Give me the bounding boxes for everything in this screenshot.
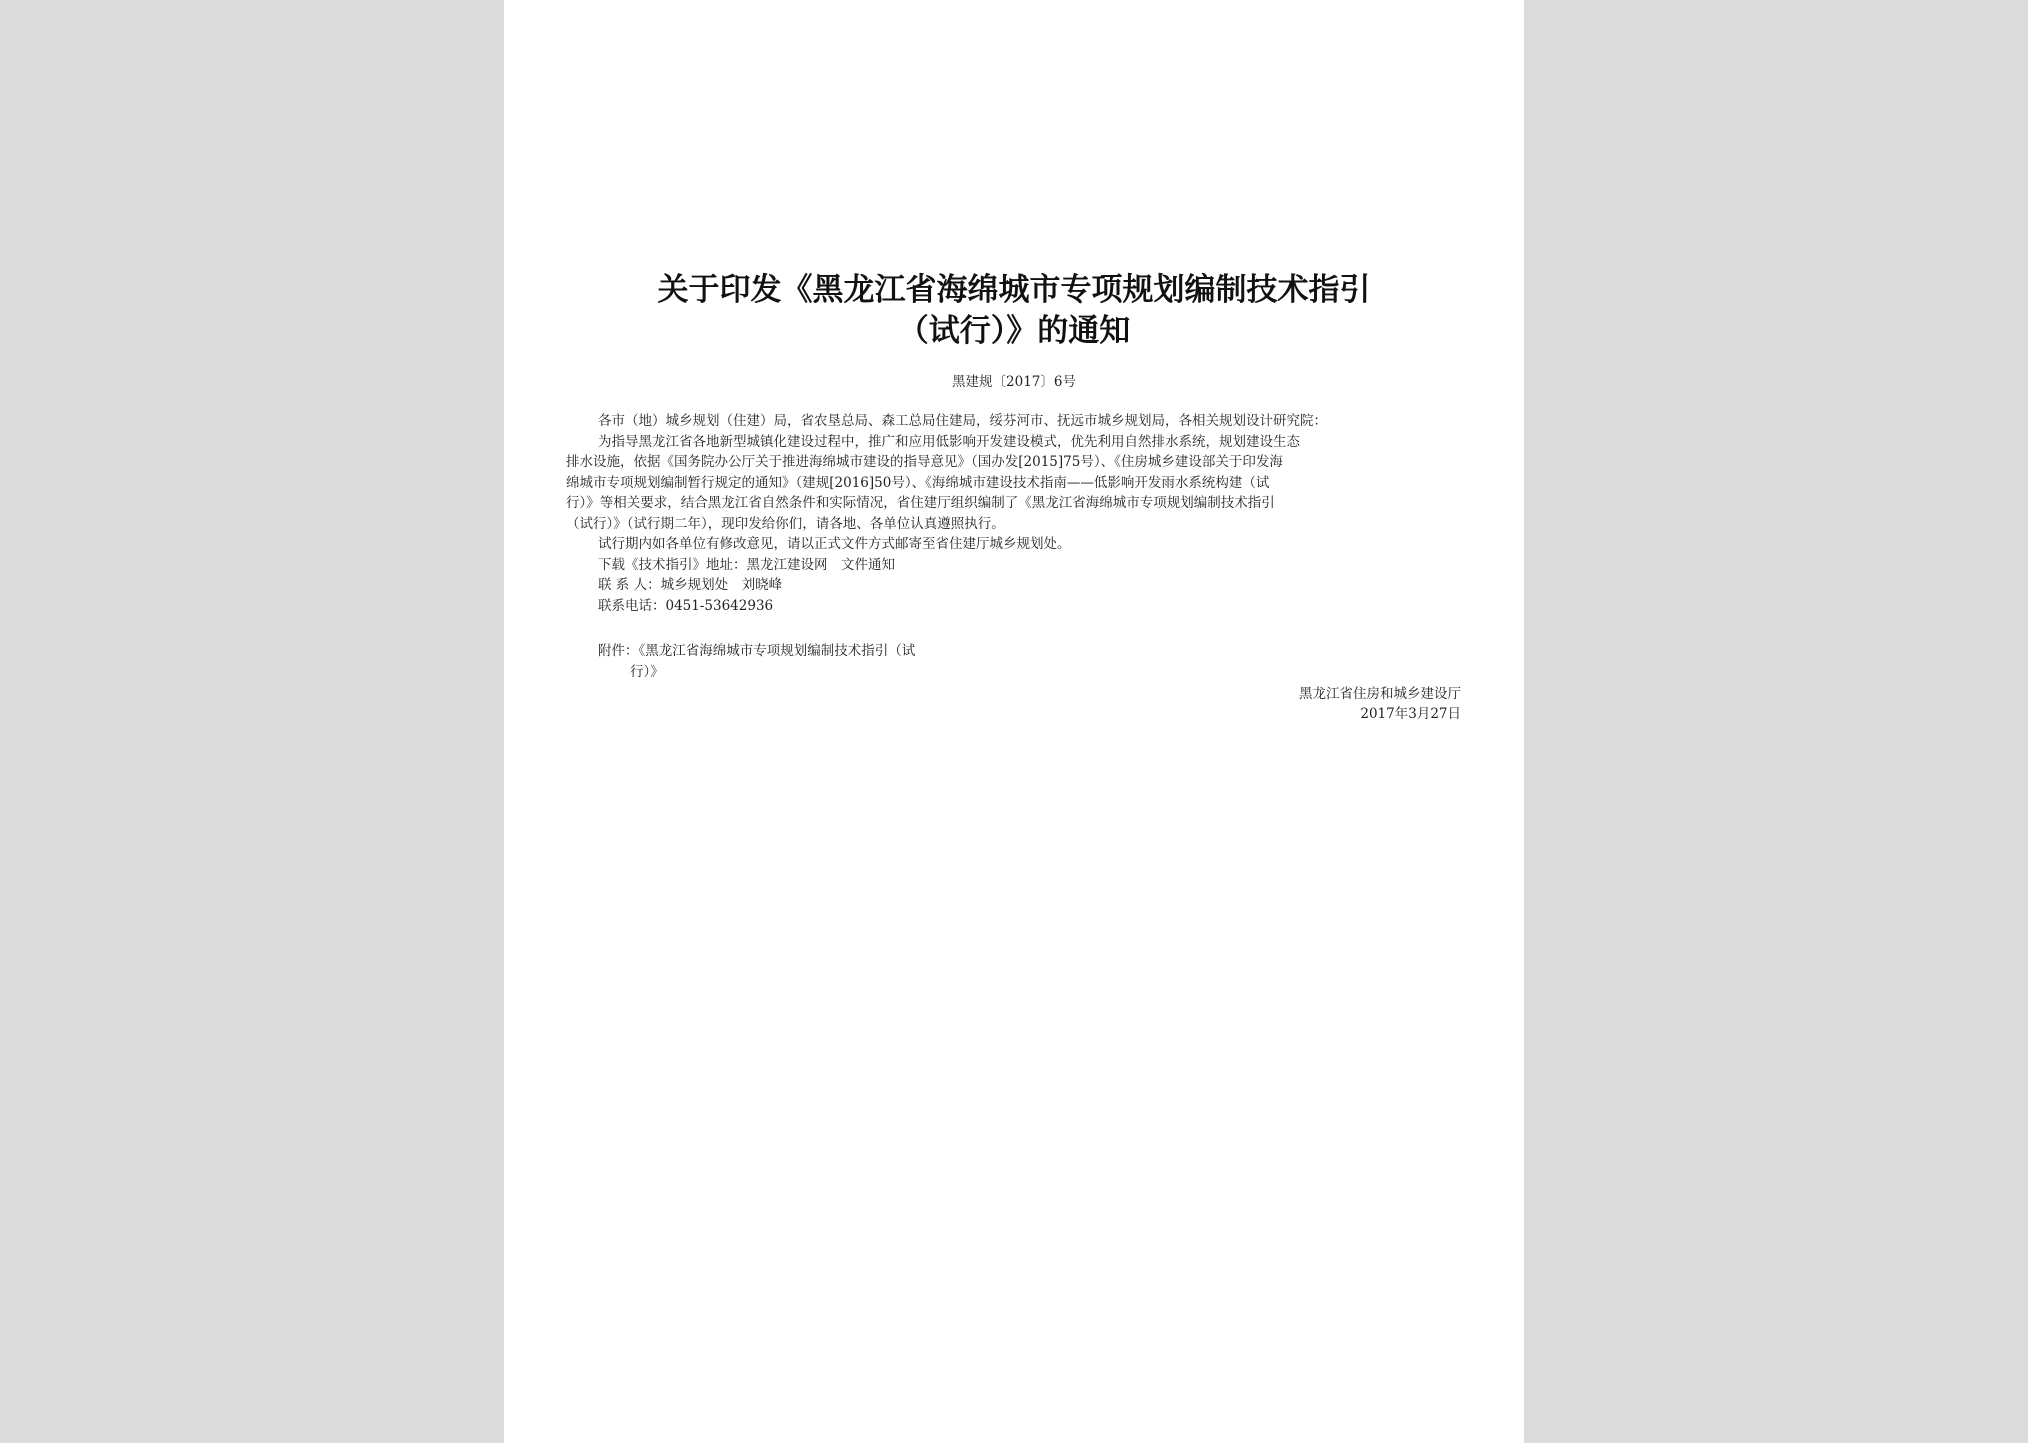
main-paragraph-line-3: 绵城市专项规划编制暂行规定的通知》（建规[2016]50号）、《海绵城市建设技术指南——低影响开发雨水系统构建（试 bbox=[566, 474, 1270, 491]
title-line-2: （试行）》的通知 bbox=[897, 313, 1131, 349]
document-page bbox=[504, 0, 1524, 1443]
download-line: 下载《技术指引》地址：黑龙江建设网 文件通知 bbox=[598, 556, 895, 573]
signature-block bbox=[1299, 684, 1461, 724]
main-paragraph bbox=[566, 432, 1446, 453]
contact-person-line: 联 系 人：城乡规划处 刘晓峰 bbox=[598, 577, 783, 593]
main-paragraph-line-4: 行）》等相关要求，结合黑龙江省自然条件和实际情况，省住建厅组织编制了《黑龙江省海绵城市专项规划编制技术指引 bbox=[566, 495, 1275, 511]
issuer-name: 黑龙江省住房和城乡建设厅 bbox=[1299, 686, 1461, 702]
title-line-1: 关于印发《黑龙江省海绵城市专项规划编制技术指引 bbox=[657, 272, 1371, 308]
attachment-note bbox=[598, 641, 1018, 682]
document-title bbox=[504, 270, 1524, 352]
main-paragraph-line-2: 排水设施，依据《国务院办公厅关于推进海绵城市建设的指导意见》（国办发[2015]75号）、《住房城乡建设部关于印发海 bbox=[566, 454, 1283, 470]
main-paragraph-line-1: 为指导黑龙江省各地新型城镇化建设过程中，推广和应用低影响开发建设模式，优先利用自然排水系统，规划建设生态 bbox=[598, 433, 1300, 450]
feedback-paragraph: 试行期内如各单位有修改意见，请以正式文件方式邮寄至省住建厅城乡规划处。 bbox=[598, 536, 1071, 552]
contact-phone-line: 联系电话：0451-53642936 bbox=[598, 597, 774, 614]
issue-date: 2017年3月27日 bbox=[1360, 706, 1461, 722]
document-body bbox=[566, 411, 1446, 616]
main-paragraph-continued bbox=[566, 452, 1446, 534]
attachment-line-1: 附件：《黑龙江省海绵城市专项规划编制技术指引（试 bbox=[598, 643, 916, 659]
document-number: 黑建规〔2017〕6号 bbox=[952, 374, 1076, 390]
attachment-line-2: 行）》 bbox=[630, 663, 664, 680]
recipients-paragraph: 各市（地）城乡规划（住建）局，省农垦总局、森工总局住建局，绥芬河市、抚远市城乡规划局，各相关规划设计研究院： bbox=[598, 413, 1327, 429]
main-paragraph-line-5: （试行）》（试行期二年），现印发给你们，请各地、各单位认真遵照执行。 bbox=[566, 515, 1005, 532]
